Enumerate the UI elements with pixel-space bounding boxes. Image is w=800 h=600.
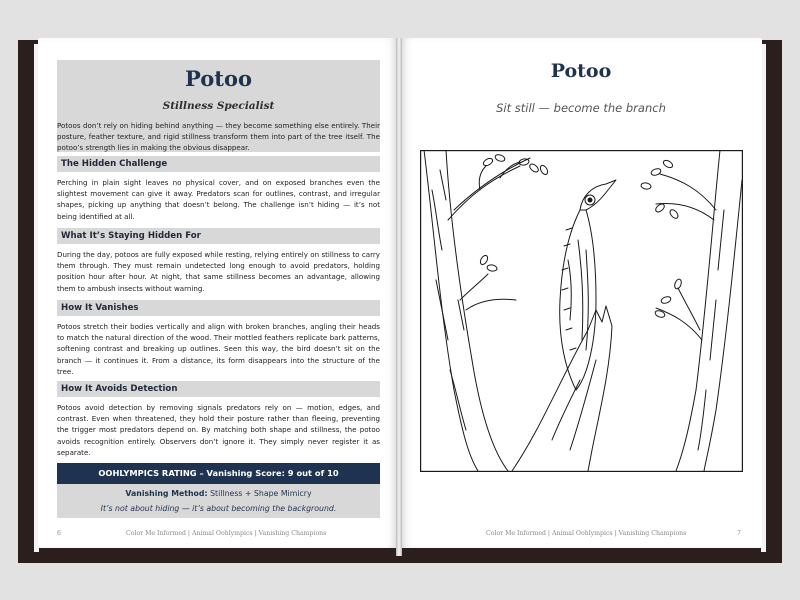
method-label: Vanishing Method:	[125, 489, 208, 498]
intro-paragraph: Potoos don’t rely on hiding behind anything — they become something else entirely. Their posture, feather texture, and rigid stillness transform them into part of the tree itself. The potoo’s strength lies in making the obvious disappear.	[57, 121, 380, 153]
section-heading-staying-hidden: What It’s Staying Hidden For	[57, 228, 380, 244]
page-number-right: 7	[737, 530, 741, 537]
rating-bar: OOHLYMPICS RATING – Vanishing Score: 9 out of 10	[57, 463, 380, 484]
method-line	[57, 489, 380, 498]
left-page	[38, 38, 398, 548]
section-heading-hidden-challenge: The Hidden Challenge	[57, 156, 380, 172]
book-spine	[396, 38, 402, 556]
footer-left: Color Me Informed | Animal Oohlympics | Vanishing Champions	[126, 530, 327, 537]
page-subtitle: Stillness Specialist	[162, 100, 275, 112]
page-title: Potoo	[185, 66, 252, 91]
method-value: Stillness + Shape Mimicry	[210, 489, 312, 498]
right-page-subtitle: Sit still — become the branch	[496, 101, 666, 115]
right-page-title: Potoo	[550, 60, 612, 82]
page-number-left: 6	[57, 530, 61, 537]
potoo-eye	[588, 198, 592, 202]
section-body-how-it-vanishes: Potoos stretch their bodies vertically and align with broken branches, angling their heads to match the natural direction of the wood. Their mottled feathers replicate bark patterns, softening contrast and breaking up outlines. Seen this way, the bird doesn’t sit on the branch — it continues it. From a distance, its form disappears into the structure of the tree.	[57, 322, 380, 376]
footer-right: Color Me Informed | Animal Oohlympics | Vanishing Champions	[486, 530, 687, 537]
section-body-staying-hidden: During the day, potoos are fully exposed while resting, relying entirely on stillness to carry them through. They must remain undetected long enough to avoid predators, holding position hour after hour. At night, that same stillness becomes an advantage, allowing them to ambush insects without warning.	[57, 250, 380, 293]
right-page	[400, 38, 762, 548]
section-body-avoids-detection: Potoos avoid detection by removing signals predators rely on — motion, edges, and contrast. Even when threatened, they hold their posture rather than fleeing, preventing the trigger most predators depend on. By matching both shape and stillness, the potoo avoids recognition entirely. Observers don’t ignore it. They simply never register it as separate.	[57, 403, 380, 457]
section-heading-how-it-vanishes: How It Vanishes	[57, 300, 380, 316]
section-heading-avoids-detection: How It Avoids Detection	[57, 381, 380, 397]
method-box	[57, 484, 380, 518]
potoo-illustration	[420, 150, 743, 472]
section-body-hidden-challenge: Perching in plain sight leaves no physical cover, and on exposed branches even the slightest movement can give it away. Predators scan for outlines, contrast, and irregular shapes, picking up anything that doesn’t belong. The challenge isn’t hiding — it’s not being identified at all.	[57, 178, 380, 221]
method-quote: It’s not about hiding — it’s about becoming the background.	[100, 504, 337, 513]
